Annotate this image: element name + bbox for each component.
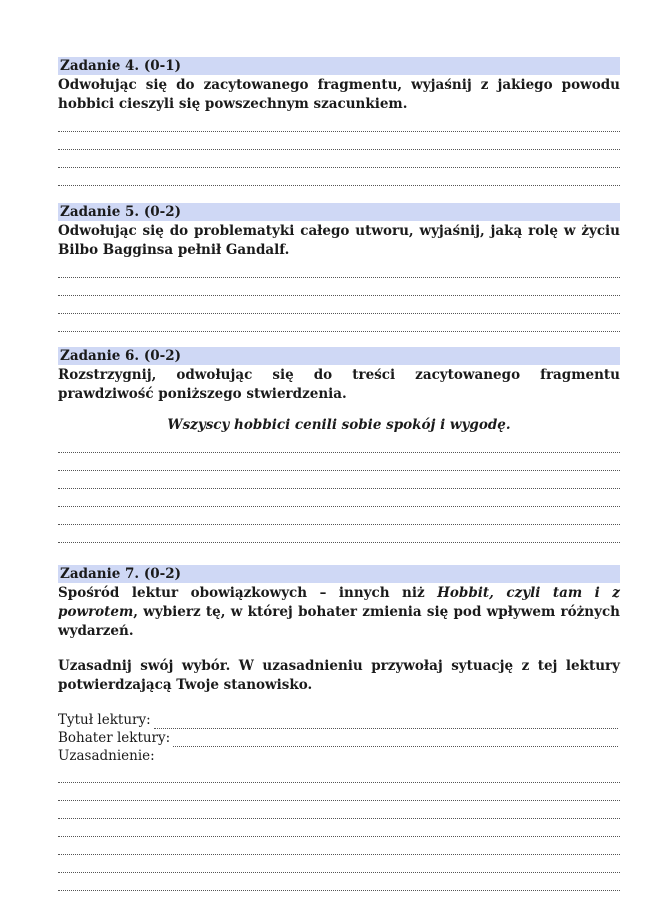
answer-line[interactable]: [58, 837, 620, 855]
answer-line[interactable]: [58, 783, 620, 801]
task-6: [58, 347, 620, 543]
task-7-prompt-end: , wybierz tę, w której bohater zmienia się pod wpływem różnych wydarzeń.: [58, 604, 620, 639]
answer-line[interactable]: [58, 314, 620, 332]
justification-label: Uzasadnienie:: [58, 748, 155, 764]
task-6-header: Zadanie 6. (0-2): [58, 347, 620, 365]
book-title-label: Tytuł lektury:: [58, 712, 151, 728]
answer-line[interactable]: [58, 873, 620, 891]
answer-line[interactable]: [58, 525, 620, 543]
book-title-field[interactable]: [58, 711, 620, 729]
task-7-form: [58, 711, 620, 891]
task-7-prompt: [58, 584, 620, 641]
book-hero-field[interactable]: [58, 729, 620, 747]
task-4-answer-area[interactable]: [58, 114, 620, 186]
task-6-prompt: Rozstrzygnij, odwołując się do treści zacytowanego fragmentu prawdziwość poniższego stwierdzenia.: [58, 367, 620, 402]
book-hero-label: Bohater lektury:: [58, 730, 171, 746]
answer-line[interactable]: [58, 168, 620, 186]
answer-line[interactable]: [58, 114, 620, 132]
answer-line[interactable]: [58, 471, 620, 489]
task-5: [58, 203, 620, 332]
answer-line[interactable]: [58, 801, 620, 819]
answer-line[interactable]: [58, 855, 620, 873]
answer-line[interactable]: [58, 260, 620, 278]
justification-field: [58, 747, 620, 765]
task-7-prompt-start: Spośród lektur obowiązkowych – innych niż: [58, 585, 438, 601]
task-7-book-title: Hobbit, czyli tam i z powrotem: [58, 585, 620, 620]
task-6-answer-area[interactable]: [58, 435, 620, 543]
answer-line[interactable]: [58, 435, 620, 453]
answer-line[interactable]: [58, 150, 620, 168]
task-4-header: Zadanie 4. (0-1): [58, 57, 620, 75]
task-7-prompt-2: Uzasadnij swój wybór. W uzasadnieniu przywołaj sytuację z tej lektury potwierdzającą Twoje stanowisko.: [58, 658, 620, 693]
answer-line[interactable]: [58, 296, 620, 314]
answer-line[interactable]: [58, 507, 620, 525]
task-4-prompt: Odwołując się do zacytowanego fragmentu, wyjaśnij z jakiego powodu hobbici cieszyli się powszechnym szacunkiem.: [58, 77, 620, 112]
answer-line[interactable]: [58, 819, 620, 837]
answer-line[interactable]: [58, 453, 620, 471]
task-7-answer-area[interactable]: [58, 765, 620, 891]
task-7-header: Zadanie 7. (0-2): [58, 565, 620, 583]
answer-line[interactable]: [58, 765, 620, 783]
task-5-prompt: Odwołując się do problematyki całego utworu, wyjaśnij, jaką rolę w życiu Bilbo Bagginsa pełnił Gandalf.: [58, 223, 620, 258]
task-5-header: Zadanie 5. (0-2): [58, 203, 620, 221]
answer-line[interactable]: [58, 489, 620, 507]
answer-line[interactable]: [58, 132, 620, 150]
task-6-quote: Wszyscy hobbici cenili sobie spokój i wygodę.: [167, 417, 511, 433]
answer-line[interactable]: [58, 278, 620, 296]
task-7: [58, 565, 620, 891]
book-title-input-line[interactable]: [154, 715, 618, 729]
book-hero-input-line[interactable]: [173, 733, 618, 747]
task-5-answer-area[interactable]: [58, 260, 620, 332]
task-4: [58, 57, 620, 186]
